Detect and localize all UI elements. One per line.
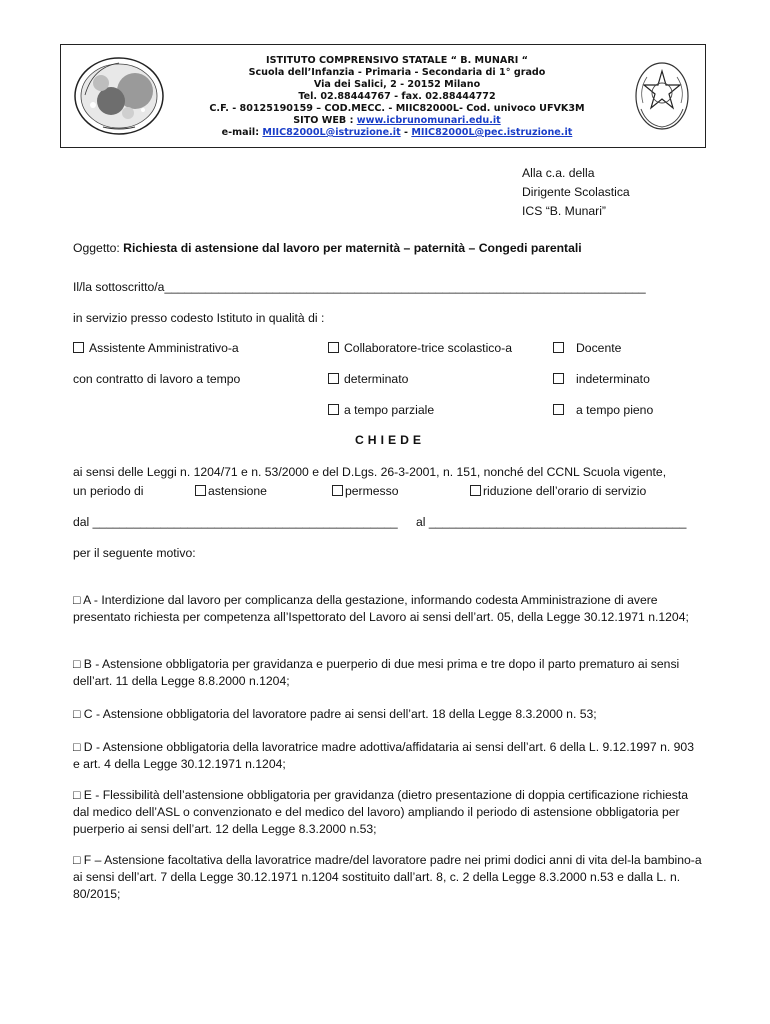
signer-name-field[interactable]: Il/la sottoscritto/a_______________________________________________________________________ bbox=[73, 280, 646, 294]
contract-indeterminate-checkbox[interactable] bbox=[553, 373, 564, 384]
reason-a[interactable] bbox=[73, 592, 703, 626]
reason-d-checkbox[interactable]: □ bbox=[73, 740, 81, 754]
recipient-line-2: Dirigente Scolastica bbox=[522, 185, 630, 199]
website-link[interactable]: www.icbrunomunari.edu.it bbox=[356, 115, 501, 126]
role-assistant-checkbox[interactable] bbox=[73, 342, 84, 353]
role-teacher-checkbox[interactable] bbox=[553, 342, 564, 353]
reason-c-checkbox[interactable]: □ bbox=[73, 707, 81, 721]
contract-part-time-label: a tempo parziale bbox=[344, 403, 435, 417]
date-from-field[interactable]: dal _____________________________________________ bbox=[73, 515, 398, 529]
period-permit-option[interactable] bbox=[332, 483, 399, 500]
role-assistant-option[interactable] bbox=[73, 340, 239, 357]
role-assistant-label: Assistente Amministrativo-a bbox=[89, 341, 239, 355]
contract-indeterminate-label: indeterminato bbox=[576, 372, 650, 386]
request-heading: CHIEDE bbox=[355, 433, 426, 447]
period-abstention-label: astensione bbox=[208, 484, 267, 498]
reason-e[interactable] bbox=[73, 787, 703, 838]
reason-b-checkbox[interactable]: □ bbox=[73, 657, 81, 671]
school-codes: C.F. - 80125190159 – COD.MECC. - MIIC82000L- Cod. univoco UFVK3M bbox=[209, 103, 585, 114]
school-name: ISTITUTO COMPRENSIVO STATALE “ B. MUNARI “ bbox=[266, 55, 528, 66]
subject-text: Richiesta di astensione dal lavoro per maternità – paternità – Congedi parentali bbox=[123, 241, 582, 255]
reason-c[interactable] bbox=[73, 706, 703, 723]
role-collaborator-label: Collaboratore-trice scolastico-a bbox=[344, 341, 512, 355]
recipient-line-3: ICS “B. Munari” bbox=[522, 204, 606, 218]
contract-full-time-option[interactable] bbox=[553, 402, 653, 419]
school-phone: Tel. 02.88444767 - fax. 02.88444772 bbox=[298, 91, 496, 102]
reason-b[interactable] bbox=[73, 656, 703, 690]
contract-part-time-option[interactable] bbox=[328, 402, 434, 419]
laws-reference: ai sensi delle Leggi n. 1204/71 e n. 53/2000 e del D.Lgs. 26-3-2001, n. 151, nonché del CCNL Scuola vigente, bbox=[73, 465, 667, 479]
contract-determined-option[interactable] bbox=[328, 371, 408, 388]
website-label: SITO WEB : bbox=[293, 115, 357, 126]
service-line: in servizio presso codesto Istituto in qualità di : bbox=[73, 311, 325, 325]
contract-full-time-checkbox[interactable] bbox=[553, 404, 564, 415]
republic-emblem bbox=[633, 59, 691, 133]
subject-label: Oggetto: bbox=[73, 241, 124, 255]
reason-d[interactable] bbox=[73, 739, 703, 773]
period-reduction-checkbox[interactable] bbox=[470, 485, 481, 496]
email-link[interactable]: MIIC82000L@istruzione.it bbox=[262, 127, 401, 138]
reason-f-text: F – Astensione facoltativa della lavoratrice madre/del lavoratore padre nei primi dodici anni di vita del-la bambino-a ai sensi dell’art. 7 della Legge 30.12.1971 n.1204 sostituito dall’art. 8, c. 2 della Legge 8.3.2000 n.53 e dalla L. n. 80/2015; bbox=[73, 853, 702, 901]
email-separator: - bbox=[400, 127, 412, 138]
contract-determined-checkbox[interactable] bbox=[328, 373, 339, 384]
period-abstention-option[interactable] bbox=[195, 483, 267, 500]
period-permit-label: permesso bbox=[345, 484, 399, 498]
role-collaborator-option[interactable] bbox=[328, 340, 512, 357]
school-logo bbox=[73, 55, 165, 137]
contract-part-time-checkbox[interactable] bbox=[328, 404, 339, 415]
reason-f-checkbox[interactable]: □ bbox=[73, 853, 81, 867]
letterhead bbox=[60, 44, 706, 148]
period-permit-checkbox[interactable] bbox=[332, 485, 343, 496]
reason-c-text: C - Astensione obbligatoria del lavoratore padre ai sensi dell’art. 18 della Legge 8.3.2000 n. 53; bbox=[83, 707, 597, 721]
date-to-field[interactable]: al ______________________________________ bbox=[416, 515, 687, 529]
reason-label: per il seguente motivo: bbox=[73, 546, 196, 560]
period-label: un periodo di bbox=[73, 484, 144, 498]
reason-b-text: B - Astensione obbligatoria per gravidanza e puerperio di due mesi prima e tre dopo il parto prematuro ai sensi dell’art. 11 della Legge 8.8.2000 n.1204; bbox=[73, 657, 680, 688]
period-abstention-checkbox[interactable] bbox=[195, 485, 206, 496]
role-teacher-option[interactable] bbox=[553, 340, 621, 357]
subject-line bbox=[73, 240, 582, 257]
reason-d-text: D - Astensione obbligatoria della lavoratrice madre adottiva/affidataria ai sensi dell’art. 6 della L. 9.12.1997 n. 903 e art. 4 della Legge 30.12.1971 n.1204; bbox=[73, 740, 694, 771]
contract-indeterminate-option[interactable] bbox=[553, 371, 650, 388]
reason-a-checkbox[interactable]: □ bbox=[73, 593, 81, 607]
email-label: e-mail: bbox=[221, 127, 263, 138]
contract-label: con contratto di lavoro a tempo bbox=[73, 372, 241, 386]
role-teacher-label: Docente bbox=[576, 341, 622, 355]
contract-determined-label: determinato bbox=[344, 372, 409, 386]
recipient-line-1: Alla c.a. della bbox=[522, 166, 595, 180]
contract-full-time-label: a tempo pieno bbox=[576, 403, 654, 417]
role-collaborator-checkbox[interactable] bbox=[328, 342, 339, 353]
reason-e-text: E - Flessibilità dell’astensione obbligatoria per gravidanza (dietro presentazione di doppia certificazione richiesta dal medico dell’ASL o convenzionato e del medico del lavoro) ampliando il periodo di astensione obbligatoria per puerperio ai sensi dell’art. 12 della Legge 8.3.2000 n.53; bbox=[73, 788, 689, 836]
letterhead-text bbox=[171, 55, 623, 139]
website-line bbox=[171, 115, 623, 127]
period-reduction-label: riduzione dell’orario di servizio bbox=[483, 484, 647, 498]
school-levels: Scuola dell’Infanzia - Primaria - Secondaria di 1° grado bbox=[248, 67, 546, 78]
period-reduction-option[interactable] bbox=[470, 483, 646, 500]
email-line bbox=[171, 127, 623, 139]
school-address: Via dei Salici, 2 - 20152 Milano bbox=[313, 79, 481, 90]
pec-email-link[interactable]: MIIC82000L@pec.istruzione.it bbox=[411, 127, 573, 138]
reason-a-text: A - Interdizione dal lavoro per complicanza della gestazione, informando codesta Amministrazione di avere presentato richiesta per competenza all’Ispettorato del Lavoro ai sensi dell’art. 05, della Legge 30.12.1971 n.1204; bbox=[73, 593, 689, 624]
reason-e-checkbox[interactable]: □ bbox=[73, 788, 81, 802]
reason-f[interactable] bbox=[73, 852, 703, 903]
